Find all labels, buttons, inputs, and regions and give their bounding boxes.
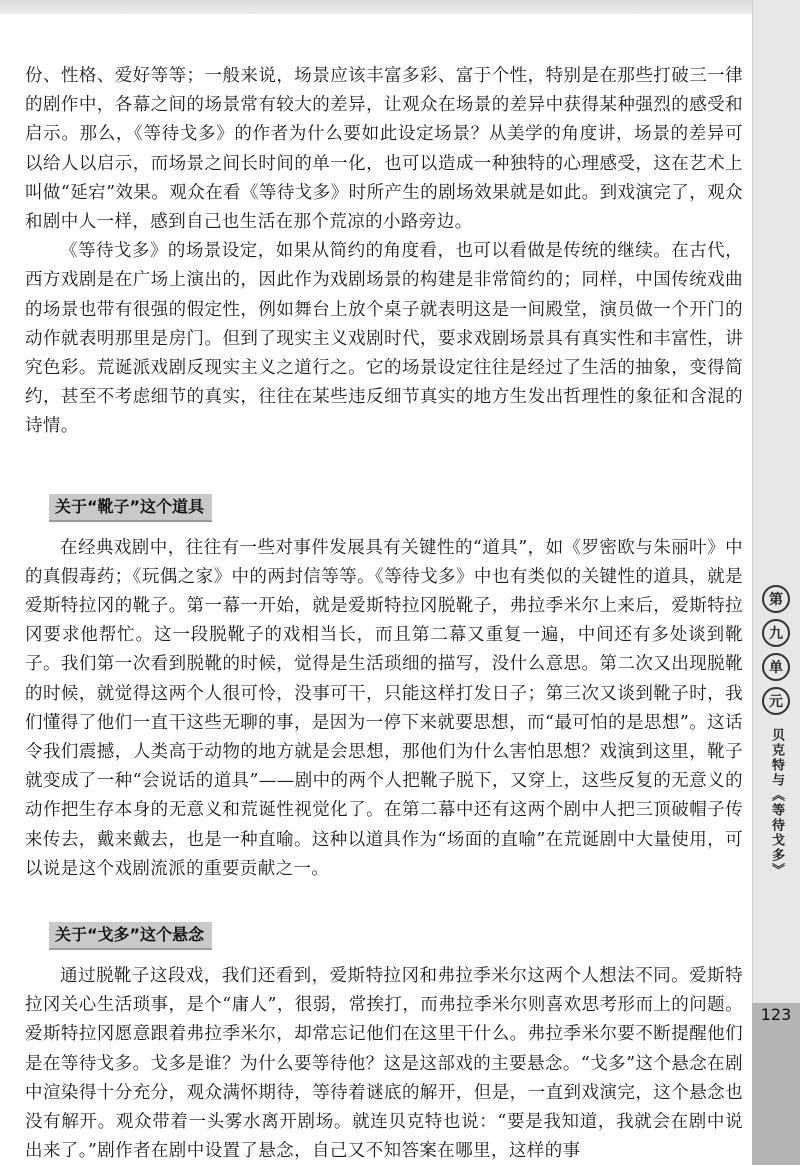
section-heading-boots-wrap [25,442,743,534]
paragraph-3: 在经典戏剧中，往往有一些对事件发展具有关键性的“道具”，如《罗密欧与朱丽叶》中的真假毒药；《玩偶之家》中的两封信等等。《等待戈多》中也有类似的关键性的道具，就是爱斯特拉冈的靴子。第一幕一开始，就是爱斯特拉冈脱靴子，弗拉季米尔上来后，爱斯特拉冈要求他帮忙。这一段脱靴子的戏相当长，而且第二幕又重复一遍，中间还有多处谈到靴子。我们第一次看到脱靴的时候，觉得是生活琐细的描写，没什么意思。第二次又出现脱靴的时候，就觉得这两个人很可怜，没事可干，只能这样打发日子；第三次又谈到靴子时，我们懂得了他们一直干这些无聊的事，是因为一停下来就要思想，而“最可怕的是思想”。这话令我们震撼，人类高于动物的地方就是会思想，那他们为什么害怕思想？戏演到这里，靴子就变成了一种“会说话的道具”——剧中的两个人把靴子脱下，又穿上，这些反复的无意义的动作把生存本身的无意义和荒诞性视觉化了。在第二幕中还有这两个剧中人把三顶破帽子传来传去，戴来戴去，也是一种直喻。这种以道具作为“场面的直喻”在荒诞剧中大量使用，可以说是这个戏剧流派的重要贡献之一。 [25,537,743,879]
page-top-band [0,0,800,14]
chapter-side-title: 贝克特与《等待戈多》 [769,728,784,878]
paragraph-1: 份、性格、爱好等等；一般来说，场景应该丰富多彩、富于个性，特别是在那些打破三一律的剧作中，各幕之间的场景常有较大的差异，让观众在场景的差异中获得某种强烈的感受和启示。那么，《等待戈多》的作者为什么要如此设定场景？从美学的角度讲，场景的差异可以给人以启示，而场景之间长时间的单一化，也可以造成一种独特的心理感受，这在艺术上叫做“延宕”效果。观众在看《等待戈多》时所产生的剧场效果就是如此。到戏演完了，观众和剧中人一样，感到自己也生活在那个荒凉的小路旁边。 [25,66,743,233]
unit-badge-2: 九 [762,619,790,647]
unit-badges [758,585,794,721]
margin-strip [752,0,800,1165]
section-heading-boots: 关于“靴子”这个道具 [49,494,212,522]
page-number-block [752,1003,800,1165]
page-number: 123 [760,1005,792,1024]
paragraph-2: 《等待戈多》的场景设定，如果从简约的角度看，也可以看做是传统的继续。在古代，西方戏剧是在广场上演出的，因此作为戏剧场景的构建是非常简约的；同样，中国传统戏曲的场景也带有很强的假定性，例如舞台上放个桌子就表明这是一间殿堂，演员做一个开门的动作就表明那里是房门。但到了现实主义戏剧时代，要求戏剧场景具有真实性和丰富性，讲究色彩。荒诞派戏剧反现实主义之道行之。它的场景设定往往是经过了生活的抽象，变得简约，甚至不考虑细节的真实，往往在某些违反细节真实的地方生发出哲理性的象征和含混的诗情。 [25,241,743,437]
unit-badge-3: 单 [762,653,790,681]
section-heading-godot: 关于“戈多”这个悬念 [49,922,212,950]
paragraph-4: 通过脱靴子这段戏，我们还看到，爱斯特拉冈和弗拉季米尔这两个人想法不同。爱斯特拉冈关心生活琐事，是个“庸人”，很弱，常挨打，而弗拉季米尔则喜欢思考形而上的问题。爱斯特拉冈愿意跟着弗拉季米尔，却常忘记他们在这里干什么。弗拉季米尔要不断提醒他们是在等待戈多。戈多是谁？为什么要等待他？这是这部戏的主要悬念。“戈多”这个悬念在剧中渲染得十分充分，观众满怀期待，等待着谜底的解开，但是，一直到戏演完，这个悬念也没有解开。观众带着一头雾水离开剧场。就连贝克特也说：“要是我知道，我就会在剧中说出来了。”剧作者在剧中设置了悬念，自己又不知答案在哪里，这样的事 [25,966,743,1162]
section-heading-godot-wrap [25,884,743,962]
unit-badge-4: 元 [762,687,790,715]
page-body [25,62,743,1167]
unit-badge-1: 第 [762,585,790,613]
